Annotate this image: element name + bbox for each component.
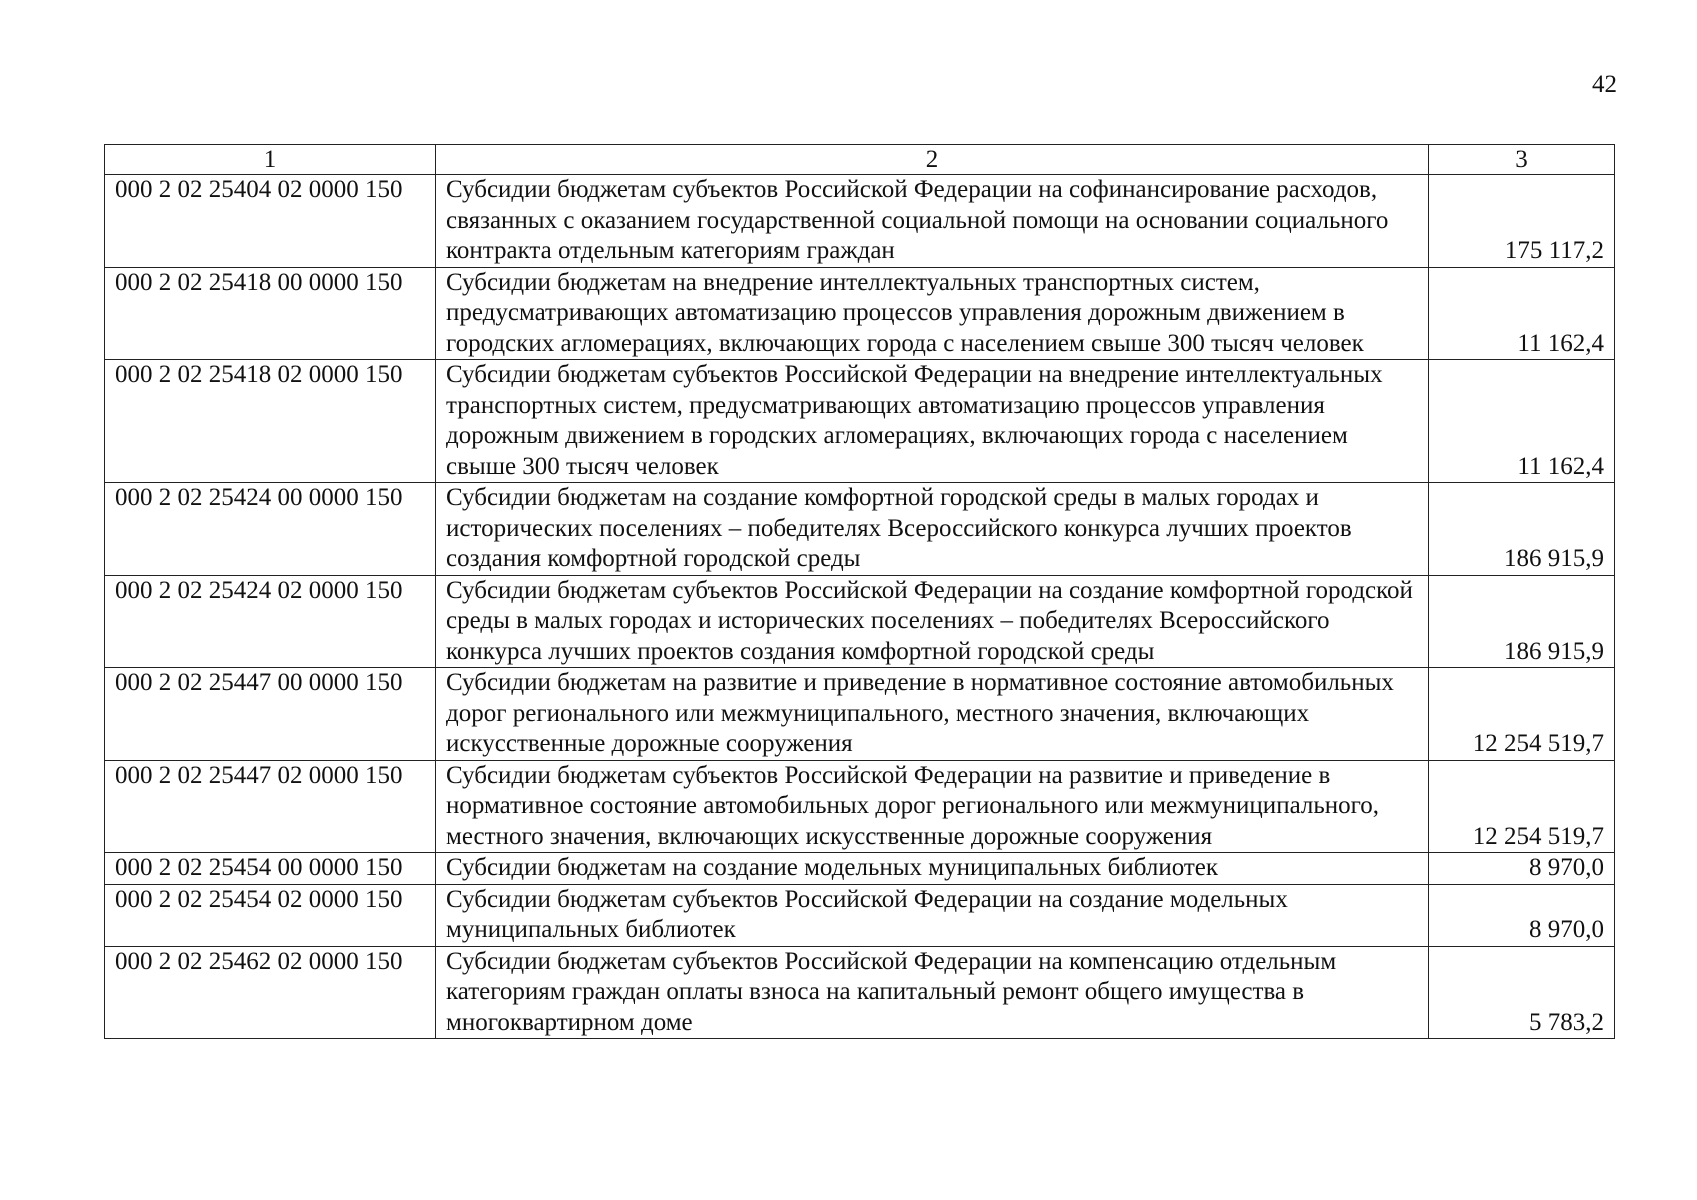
table-row: [105, 267, 1615, 360]
description-cell: Субсидии бюджетам субъектов Российской Федерации на компенсацию отдельным категориям граждан оплаты взноса на капитальный ремонт общего имущества в многоквартирном доме: [436, 946, 1429, 1039]
amount-cell: 12 254 519,7: [1429, 668, 1615, 761]
budget-table: [104, 144, 1615, 1039]
budget-code-cell: 000 2 02 25462 02 0000 150: [105, 946, 436, 1039]
description-cell: Субсидии бюджетам на создание комфортной городской среды в малых городах и исторических поселениях – победителях Всероссийского конкурса лучших проектов создания комфортной городской среды: [436, 483, 1429, 576]
table-row: [105, 175, 1615, 268]
table-row: [105, 853, 1615, 885]
budget-code-cell: 000 2 02 25418 02 0000 150: [105, 360, 436, 483]
budget-code-cell: 000 2 02 25424 00 0000 150: [105, 483, 436, 576]
table-row: [105, 575, 1615, 668]
amount-cell: 11 162,4: [1429, 267, 1615, 360]
amount-cell: 186 915,9: [1429, 483, 1615, 576]
table-row: [105, 946, 1615, 1039]
amount-cell: 12 254 519,7: [1429, 760, 1615, 853]
budget-code-cell: 000 2 02 25447 00 0000 150: [105, 668, 436, 761]
page-number: 42: [1592, 71, 1617, 98]
amount-cell: 5 783,2: [1429, 946, 1615, 1039]
description-cell: Субсидии бюджетам субъектов Российской Федерации на внедрение интеллектуальных транспортных систем, предусматривающих автоматизацию процессов управления дорожным движением в городских агломерациях, включающих города с населением свыше 300 тысяч человек: [436, 360, 1429, 483]
description-cell: Субсидии бюджетам на создание модельных муниципальных библиотек: [436, 853, 1429, 885]
description-cell: Субсидии бюджетам субъектов Российской Федерации на создание комфортной городской среды в малых городах и исторических поселениях – победителях Всероссийского конкурса лучших проектов создания комфортной городской среды: [436, 575, 1429, 668]
description-cell: Субсидии бюджетам субъектов Российской Федерации на софинансирование расходов, связанных с оказанием государственной социальной помощи на основании социального контракта отдельным категориям граждан: [436, 175, 1429, 268]
table-row: [105, 668, 1615, 761]
budget-code-cell: 000 2 02 25454 00 0000 150: [105, 853, 436, 885]
amount-cell: 8 970,0: [1429, 884, 1615, 946]
column-header: 1: [105, 145, 436, 175]
description-cell: Субсидии бюджетам на внедрение интеллектуальных транспортных систем, предусматривающих автоматизацию процессов управления дорожным движением в городских агломерациях, включающих города с населением свыше 300 тысяч человек: [436, 267, 1429, 360]
table-header-row: [105, 145, 1615, 175]
table-row: [105, 884, 1615, 946]
budget-code-cell: 000 2 02 25404 02 0000 150: [105, 175, 436, 268]
column-header: 3: [1429, 145, 1615, 175]
budget-code-cell: 000 2 02 25424 02 0000 150: [105, 575, 436, 668]
description-cell: Субсидии бюджетам субъектов Российской Федерации на создание модельных муниципальных библиотек: [436, 884, 1429, 946]
budget-code-cell: 000 2 02 25418 00 0000 150: [105, 267, 436, 360]
amount-cell: 8 970,0: [1429, 853, 1615, 885]
table-row: [105, 360, 1615, 483]
description-cell: Субсидии бюджетам субъектов Российской Федерации на развитие и приведение в нормативное состояние автомобильных дорог регионального или межмуниципального, местного значения, включающих искусственные дорожные сооружения: [436, 760, 1429, 853]
amount-cell: 11 162,4: [1429, 360, 1615, 483]
budget-code-cell: 000 2 02 25447 02 0000 150: [105, 760, 436, 853]
column-header: 2: [436, 145, 1429, 175]
description-cell: Субсидии бюджетам на развитие и приведение в нормативное состояние автомобильных дорог регионального или межмуниципального, местного значения, включающих искусственные дорожные сооружения: [436, 668, 1429, 761]
table-row: [105, 483, 1615, 576]
budget-code-cell: 000 2 02 25454 02 0000 150: [105, 884, 436, 946]
amount-cell: 175 117,2: [1429, 175, 1615, 268]
amount-cell: 186 915,9: [1429, 575, 1615, 668]
table-row: [105, 760, 1615, 853]
